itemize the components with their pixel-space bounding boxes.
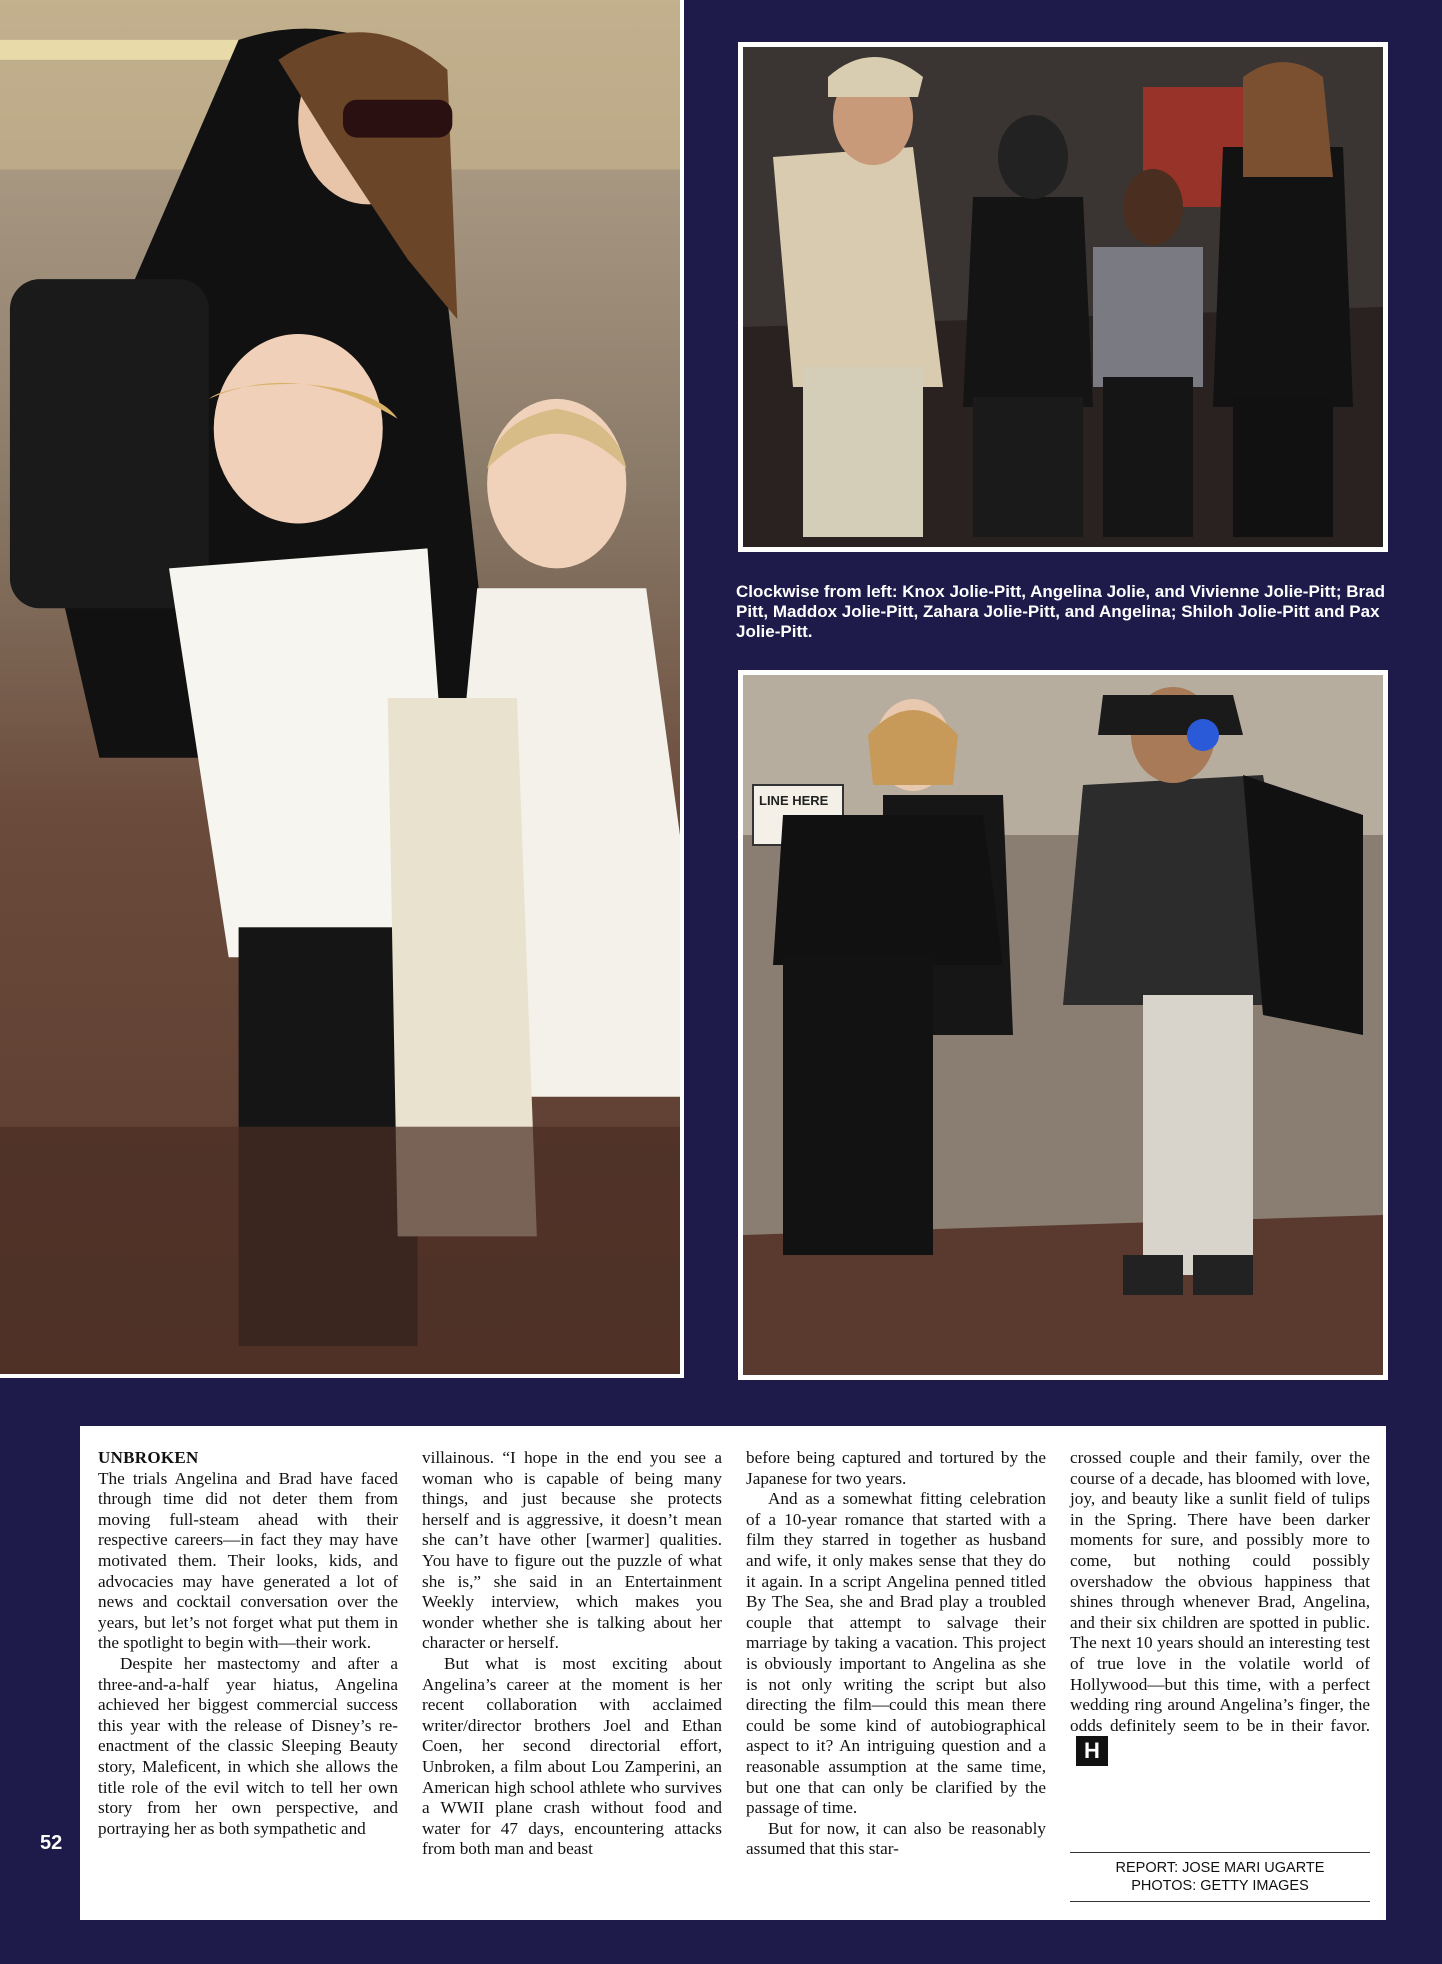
- main-photo: [0, 0, 684, 1378]
- report-credit: REPORT: JOSE MARI UGARTE: [1115, 1860, 1325, 1876]
- article-paragraph: Despite her mastectomy and after a three-and-a-half year hiatus, Angelina achieved her biggest commercial success this year with the release of Disney’s re-enactment of the classic Sleeping Beauty story, Maleficent, in which she allows the title role of the evil witch to tell her own story from her own perspective, and portraying her as both sympathetic and: [98, 1653, 398, 1838]
- photo-credit: PHOTOS: GETTY IMAGES: [1131, 1878, 1309, 1894]
- bottom-right-photo: [738, 670, 1388, 1380]
- main-photo-illustration: [0, 0, 680, 1374]
- top-right-photo-illustration: [743, 47, 1383, 547]
- article-paragraph: But what is most exciting about Angelina’s career at the moment is her recent collaboration with acclaimed writer/director brothers Joel and Ethan Coen, her second directorial effort, Unbroken, a film about Lou Zamperini, an American high school athlete who survives a WWII plane crash without food and water for 47 days, encountering attacks from both man and beast: [422, 1653, 722, 1859]
- photo-caption: Clockwise from left: Knox Jolie-Pitt, Angelina Jolie, and Vivienne Jolie-Pitt; Brad Pitt, Maddox Jolie-Pitt, Zahara Jolie-Pitt, and Angelina; Shiloh Jolie-Pitt and Pax Jolie-Pitt.: [736, 582, 1385, 641]
- article-column-3: [746, 1448, 1046, 1860]
- top-right-photo: [738, 42, 1388, 552]
- article-paragraph: before being captured and tortured by the Japanese for two years.: [746, 1448, 1046, 1488]
- article-text-box: [80, 1426, 1386, 1920]
- bottom-right-photo-illustration: [743, 675, 1383, 1375]
- line-here-sign: LINE HERE: [759, 793, 829, 808]
- article-paragraph: crossed couple and their family, over the course of a decade, has bloomed with love, joy, and beauty like a sunlit field of tulips in the Spring. There have been darker moments for sure, and possibly more to come, but nothing could possibly overshadow the obvious happiness that shines through whenever Brad, Angelina, and their six children are spotted in public. The next 10 years should an interesting test of true love in the volatile world of Hollywood—but this time, with a perfect wedding ring around Angelina’s finger, the odds definitely seem to be in their favor.: [1070, 1448, 1370, 1735]
- article-column-4: [1070, 1448, 1370, 1766]
- page-number: 52: [40, 1832, 63, 1854]
- article-heading: UNBROKEN: [98, 1448, 199, 1467]
- article-paragraph: And as a somewhat fitting celebration of a 10-year romance that started with a film they starred in together as husband and wife, it only makes sense that they do it again. In a script Angelina penned titled By The Sea, she and Brad play a troubled couple that attempt to salvage their marriage by taking a vacation. This project is obviously important to Angelina as she is not only writing the script but also directing the film—could this mean there could be some kind of autobiographical aspect to it? An intriguing question and a reasonable assumption at the same time, but one that can only be clarified by the passage of time.: [746, 1489, 1046, 1818]
- article-paragraph: The trials Angelina and Brad have faced through time did not deter them from moving full-steam ahead with their respective careers—in fact they may have motivated them. Their looks, kids, and advocacies may have generated a lot of news and cocktail conversation over the years, but let’s not forget what put them in the spotlight to begin with—their work.: [98, 1468, 398, 1653]
- article-paragraph: But for now, it can also be reasonably assumed that this star-: [746, 1818, 1046, 1859]
- end-mark-logo: H: [1076, 1736, 1108, 1766]
- article-column-2: [422, 1448, 722, 1860]
- article-column-1: [98, 1448, 398, 1839]
- credits-box: [1070, 1852, 1370, 1902]
- article-paragraph: villainous. “I hope in the end you see a woman who is capable of being many things, and just because she protects herself and is aggressive, it doesn’t mean she can’t have other [warmer] qualities. You have to figure out the puzzle of what she is,” she said in an Entertainment Weekly interview, which makes you wonder whether she is talking about her character or herself.: [422, 1448, 722, 1653]
